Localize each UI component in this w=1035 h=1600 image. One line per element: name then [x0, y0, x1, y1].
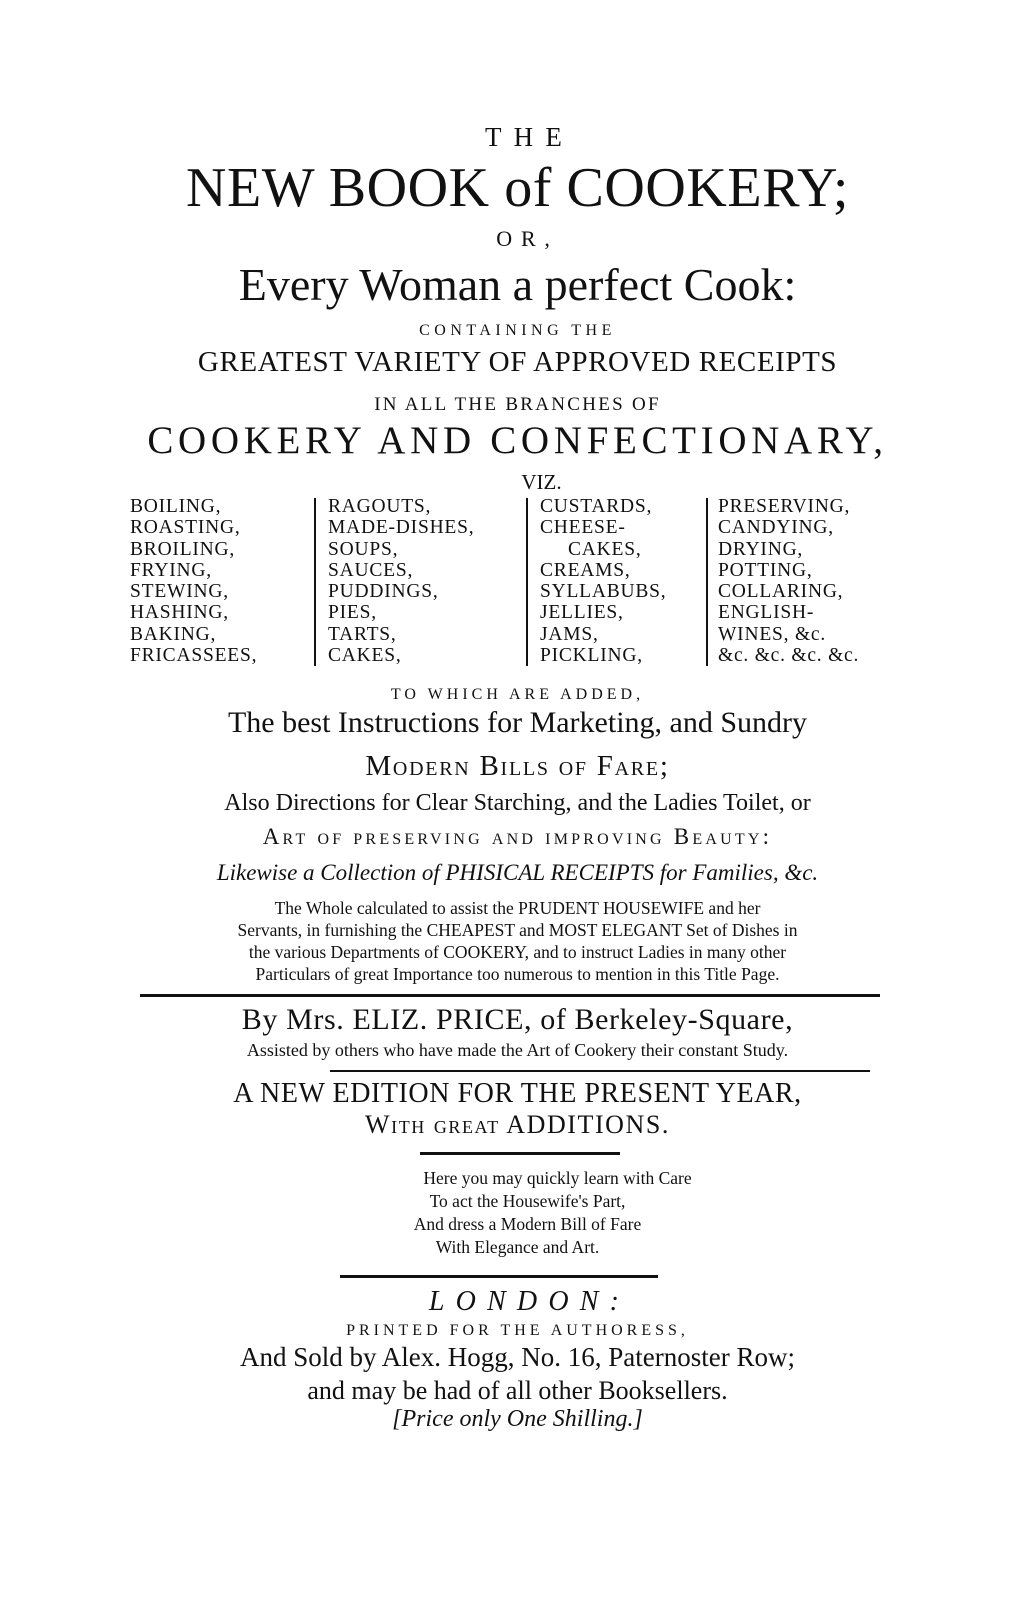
sold-by: And Sold by Alex. Hogg, No. 16, Paternoster Row;	[240, 1342, 795, 1372]
branch-item: BROILING,	[130, 538, 236, 560]
branch-item: BOILING,	[130, 496, 222, 517]
subtitle: Every Woman a perfect Cook:	[238, 259, 797, 310]
branch-item: JELLIES,	[540, 602, 624, 624]
divider-rule	[420, 1152, 620, 1155]
column-divider	[526, 498, 528, 666]
price: [Price only One Shilling.]	[392, 1406, 643, 1432]
whole-calculated-line: Particulars of great Importance too numerous to mention in this Title Page.	[255, 964, 780, 984]
branch-item: SOUPS,	[328, 538, 399, 560]
divider-rule	[140, 994, 880, 997]
branch-item: POTTING,	[718, 559, 813, 581]
branch-item: CREAMS,	[540, 559, 631, 581]
cookery-branches-table	[130, 496, 900, 671]
to-which-added: TO WHICH ARE ADDED,	[390, 686, 645, 703]
also-directions: Also Directions for Clear Starching, and the Ladies Toilet, or	[224, 790, 811, 816]
branch-column-3	[540, 496, 666, 666]
branch-item: TARTS,	[328, 623, 397, 645]
branch-item: JAMS,	[540, 623, 599, 645]
branch-item: COLLARING,	[718, 581, 844, 603]
whole-calculated-line: Servants, in furnishing the CHEAPEST and MOST ELEGANT Set of Dishes in	[237, 920, 798, 940]
branch-item: SAUCES,	[328, 559, 414, 581]
branch-item: FRYING,	[130, 559, 212, 581]
verse-line: And dress a Modern Bill of Fare	[413, 1214, 642, 1234]
branch-item: &c. &c. &c. &c.	[718, 645, 860, 667]
viz: VIZ.	[521, 470, 562, 494]
best-instructions: The best Instructions for Marketing, and Sundry	[227, 706, 808, 739]
branch-item: PIES,	[328, 602, 377, 624]
divider-rule	[330, 1070, 870, 1072]
london: LONDON:	[428, 1286, 631, 1317]
verse-line: Here you may quickly learn with Care	[423, 1168, 692, 1188]
book-title: NEW BOOK of COOKERY;	[185, 157, 850, 219]
branch-item: RAGOUTS,	[328, 496, 432, 517]
branch-item: PRESERVING,	[718, 496, 851, 517]
printed-for-authoress: PRINTED FOR THE AUTHORESS,	[346, 1322, 689, 1339]
branch-item: PUDDINGS,	[328, 581, 439, 603]
in-all-branches: IN ALL THE BRANCHES OF	[374, 394, 661, 415]
branch-item: MADE-DISHES,	[328, 517, 475, 539]
greatest-variety: GREATEST VARIETY OF APPROVED RECEIPTS	[197, 346, 838, 378]
column-divider	[314, 498, 316, 666]
branch-item: BAKING,	[130, 623, 217, 645]
branch-item: ENGLISH-	[718, 602, 815, 624]
column-divider	[706, 498, 708, 666]
modern-bills-of-fare: Modern Bills of Fare;	[365, 750, 670, 782]
branch-item: CUSTARDS,	[540, 496, 653, 517]
title-the: THE	[485, 122, 574, 152]
whole-calculated-line: the various Departments of COOKERY, and to instruct Ladies in many other	[248, 942, 787, 962]
branch-item: SYLLABUBS,	[540, 581, 667, 603]
branch-item: DRYING,	[718, 538, 804, 560]
branch-column-2	[328, 496, 474, 666]
assisted-by: Assisted by others who have made the Art of Cookery their constant Study.	[246, 1040, 789, 1060]
divider-rule	[340, 1275, 658, 1278]
title-or: OR,	[496, 226, 559, 251]
branch-item: CAKES,	[568, 538, 642, 560]
branch-item: HASHING,	[130, 602, 229, 624]
branch-column-1	[130, 496, 257, 666]
whole-calculated-line: The Whole calculated to assist the PRUDENT HOUSEWIFE and her	[274, 898, 761, 918]
all-booksellers: and may be had of all other Booksellers.	[307, 1376, 728, 1405]
new-edition: A NEW EDITION FOR THE PRESENT YEAR,	[233, 1078, 802, 1109]
branch-item: STEWING,	[130, 581, 229, 603]
branch-column-4	[718, 496, 859, 666]
branch-item: FRICASSEES,	[130, 645, 258, 667]
art-of-beauty: Art of preserving and improving Beauty:	[262, 824, 773, 849]
branch-item: CANDYING,	[718, 517, 834, 539]
branch-item: WINES, &c.	[718, 623, 826, 645]
verse-line: To act the Housewife's Part,	[429, 1191, 626, 1211]
branch-item: CHEESE-	[540, 517, 626, 539]
containing-the: CONTAINING THE	[419, 322, 616, 339]
branch-item: CAKES,	[328, 645, 402, 667]
branch-item: ROASTING,	[130, 517, 241, 539]
branch-item: PICKLING,	[540, 645, 643, 667]
author-line: By Mrs. ELIZ. PRICE, of Berkeley-Square,	[241, 1003, 794, 1036]
verse-line: With Elegance and Art.	[435, 1237, 600, 1257]
likewise-receipts: Likewise a Collection of PHISICAL RECEIPTS for Families, &c.	[216, 860, 819, 885]
cookery-confectionary: COOKERY AND CONFECTIONARY,	[147, 419, 888, 462]
with-great-additions: With great ADDITIONS.	[365, 1110, 670, 1139]
